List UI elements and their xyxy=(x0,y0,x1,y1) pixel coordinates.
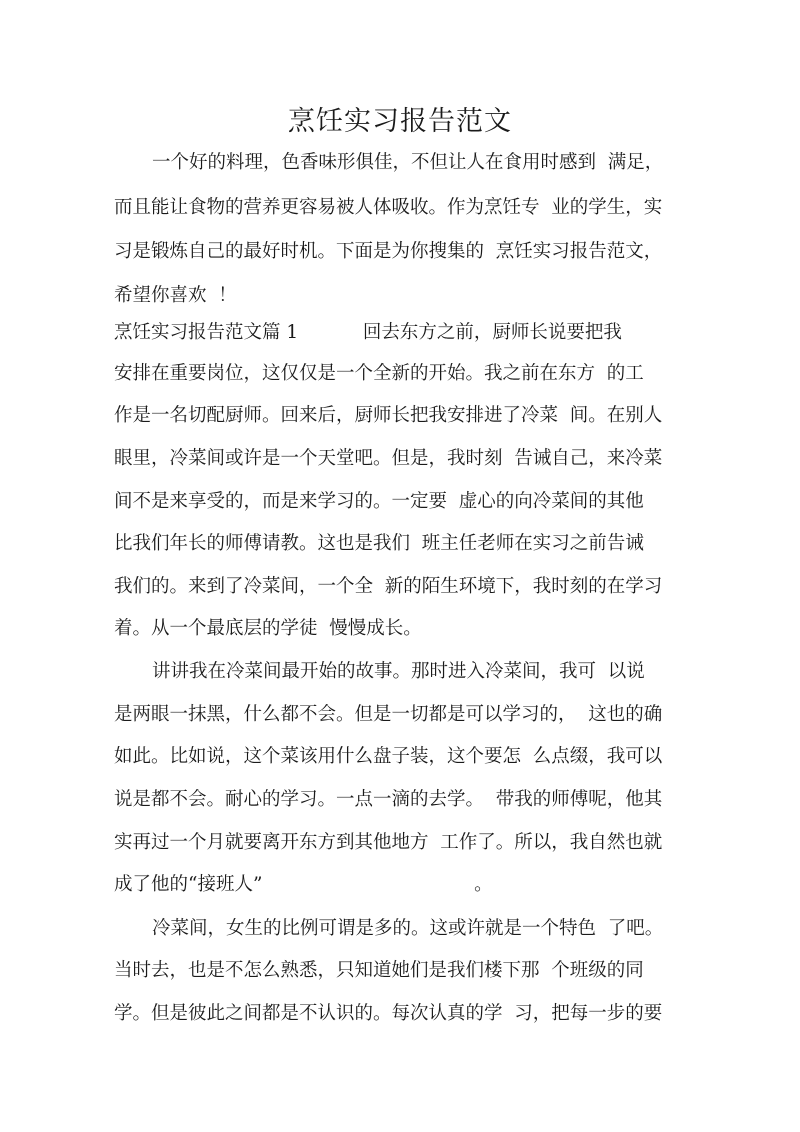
body-line: 习是锻炼自己的最好时机。下面是为你搜集的 烹饪实习报告范文， xyxy=(114,241,663,262)
body-line: 一个好的料理，色香味形俱佳，不但让人在食用时感到 满足， xyxy=(152,152,664,173)
body-line: 间不是来享受的，而是来学习的。一定要 虚心的向冷菜间的其他 xyxy=(114,491,644,512)
body-line: 当时去，也是不怎么熟悉，只知道她们是我们楼下那 个班级的同 xyxy=(114,960,644,981)
body-line: 冷菜间，女生的比例可谓是多的。这或许就是一个特色 了吧。 xyxy=(152,918,664,939)
body-line: 我们的。来到了冷菜间，一个全 新的陌生环境下，我时刻的在学习 xyxy=(114,576,663,597)
body-line: 着。从一个最底层的学徒 慢慢成长。 xyxy=(114,618,422,639)
body-line: 是两眼一抹黑，什么都不会。但是一切都是可以学习的， 这也的确 xyxy=(114,704,663,725)
body-line: 实再过一个月就要离开东方到其他地方 工作了。所以，我自然也就 xyxy=(114,832,663,853)
body-line: 如此。比如说，这个菜该用什么盘子装，这个要怎 么点缀，我可以 xyxy=(114,746,663,767)
document-title: 烹饪实习报告范文 xyxy=(288,106,512,137)
body-line: 学。但是彼此之间都是不认识的。每次认真的学 习，把每一步的要 xyxy=(114,1003,663,1024)
body-line: 比我们年长的师傅请教。这也是我们 班主任老师在实习之前告诫 xyxy=(114,533,644,554)
body-line: 说是都不会。耐心的学习。一点一滴的去学。 带我的师傅呢，他其 xyxy=(114,789,663,810)
body-line: 作是一名切配厨师。回来后，厨师长把我安排进了冷菜 间。在别人 xyxy=(114,405,663,426)
body-line: 安排在重要岗位，这仅仅是一个全新的开始。我之前在东方 的工 xyxy=(114,363,644,384)
body-line: 眼里，冷菜间或许是一个天堂吧。但是，我时刻 告诫自己，来冷菜 xyxy=(114,448,663,469)
body-line: 而且能让食物的营养更容易被人体吸收。作为烹饪专 业的学生，实 xyxy=(114,197,663,218)
body-line: 希望你喜欢 ！ xyxy=(114,285,237,306)
section-heading-line: 烹饪实习报告范文篇 1 回去东方之前，厨师长说要把我 xyxy=(114,322,622,343)
body-line: 成了他的“接班人” 。 xyxy=(114,874,493,895)
body-line: 讲讲我在冷菜间最开始的故事。那时进入冷菜间，我可 以说 xyxy=(152,661,645,682)
